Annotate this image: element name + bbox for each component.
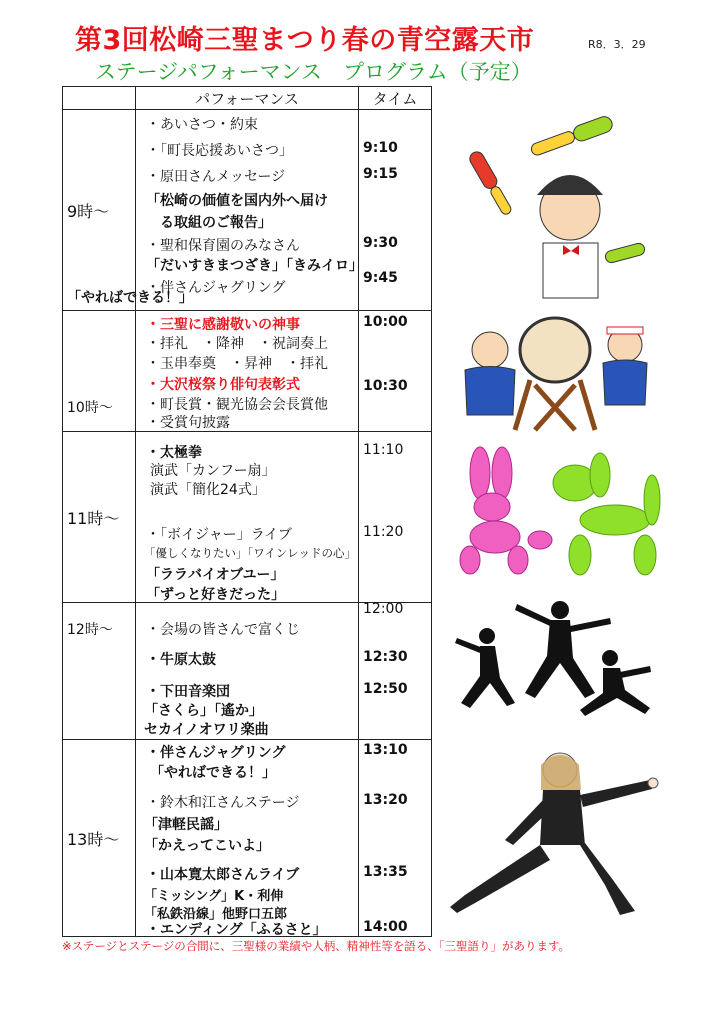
- balloon-animals-illustration: [440, 445, 670, 585]
- program-line: セカイノオワリ楽曲: [144, 722, 269, 738]
- program-line: ・玉串奉奠 ・昇神 ・拝礼: [146, 356, 328, 372]
- program-line: 「さくら」「遙か」: [144, 703, 263, 719]
- program-line: 「松崎の価値を国内外へ届け: [146, 193, 328, 209]
- program-line: 「やればできる！」: [150, 765, 276, 781]
- footnote: ※ステージとステージの合間に、三聖様の業績や人柄、精神性等を語る、「三聖語り」があります。: [62, 939, 571, 953]
- hour-label: 9時〜: [67, 201, 110, 221]
- program-line: ・伴さんジャグリング: [146, 745, 286, 761]
- time-cell: [359, 603, 432, 740]
- program-line: 「津軽民謡」: [144, 817, 228, 833]
- performance-cell: [136, 432, 359, 603]
- program-line: ・町長賞・観光協会会長賞他: [146, 397, 328, 413]
- program-table: [62, 86, 432, 937]
- time-label: 11:20: [363, 524, 404, 540]
- program-line: ・山本寛太郎さんライブ: [146, 867, 300, 883]
- program-line: 「ずっと好きだった」: [146, 587, 286, 603]
- performance-cell: [136, 740, 359, 937]
- program-line: ・伴さんジャグリング: [146, 280, 286, 296]
- taiko-drummers-illustration: [435, 305, 660, 435]
- time-label: 9:15: [363, 166, 398, 182]
- hour-label: 13時〜: [67, 829, 120, 849]
- program-line: ・大沢桜祭り俳句表彰式: [146, 377, 300, 393]
- table-row: [63, 432, 432, 603]
- table-row: [63, 110, 432, 311]
- martial-arts-silhouettes-illustration: [445, 598, 665, 733]
- program-line: ・あいさつ・約束: [146, 117, 258, 133]
- hour-label: 10時〜: [67, 400, 113, 416]
- time-label: 13:20: [363, 792, 408, 808]
- program-line: ・受賞句披露: [146, 415, 230, 431]
- date-label: R8．3．29: [588, 38, 646, 51]
- program-line: ・三聖に感謝敬いの神事: [146, 317, 300, 333]
- page-subtitle: ステージパフォーマンス プログラム（予定）: [95, 60, 532, 84]
- program-line: 「優しくなりたい」「ワインレッドの心」: [144, 546, 357, 560]
- table-row: [63, 740, 432, 937]
- program-line: ・「町長応援あいさつ」: [146, 143, 293, 159]
- header-performance: パフォーマンス: [136, 87, 359, 110]
- performance-cell: [136, 110, 363, 311]
- program-line: ・エンディング「ふるさと」: [146, 922, 327, 938]
- performance-cell: [136, 603, 359, 740]
- time-label: 10:00: [363, 314, 408, 330]
- time-label: 13:35: [363, 864, 408, 880]
- hour-cell: [63, 603, 136, 740]
- time-label: 12:30: [363, 649, 408, 665]
- program-line: ・原田さんメッセージ: [146, 169, 286, 185]
- program-line: ・鈴木和江さんステージ: [146, 795, 300, 811]
- hour-label: 12時〜: [67, 622, 113, 638]
- time-label: 10:30: [363, 378, 408, 394]
- program-line: ・太極拳: [146, 445, 202, 461]
- time-cell: [359, 311, 432, 432]
- program-line: ・聖和保育園のみなさん: [146, 238, 300, 254]
- program-line: 演武「簡化24式」: [150, 482, 266, 498]
- program-line: ・下田音楽団: [146, 684, 230, 700]
- program-line: 「ララバイオブユー」: [146, 567, 285, 583]
- tai-chi-performer-illustration: [445, 745, 665, 925]
- program-line: 「やればできる！」: [67, 290, 193, 306]
- time-label: 12:50: [363, 681, 408, 697]
- table-header-row: [63, 87, 432, 110]
- hour-cell: [63, 110, 136, 311]
- hour-cell: [63, 740, 136, 937]
- program-line: ・「ボイジャー」ライブ: [146, 527, 292, 543]
- header-hour: [63, 87, 136, 110]
- hour-label: 11時〜: [67, 508, 120, 528]
- program-line: ・会場の皆さんで富くじ: [146, 622, 300, 638]
- table-row: [63, 603, 432, 740]
- program-line: 「ミッシング」K・利伸: [144, 889, 284, 904]
- page-title: 第3回松崎三聖まつり春の青空露天市: [75, 25, 535, 56]
- program-line: 「私鉄沿線」他野口五郎: [144, 907, 288, 922]
- table-row: [63, 311, 432, 432]
- juggler-illustration: [455, 115, 655, 305]
- performance-cell: [136, 311, 359, 432]
- time-label: 9:10: [363, 140, 398, 156]
- time-cell: [359, 432, 432, 603]
- program-line: 「かえってこいよ」: [144, 838, 270, 854]
- program-line: る取組のご報告」: [146, 215, 272, 231]
- time-label: 9:30: [363, 235, 398, 251]
- time-cell: [359, 110, 432, 311]
- program-line: ・牛原太鼓: [146, 652, 216, 668]
- program-line: 演武「カンフー扇」: [150, 463, 276, 479]
- time-label: 11:10: [363, 442, 404, 458]
- time-label: 14:00: [363, 919, 408, 935]
- time-label: 12:00: [363, 601, 404, 617]
- hour-cell: [63, 432, 136, 603]
- time-label: 13:10: [363, 742, 408, 758]
- program-line: ・拝礼 ・降神 ・祝詞奏上: [146, 336, 328, 352]
- time-cell: [359, 740, 432, 937]
- time-label: 9:45: [363, 270, 398, 286]
- header-time: タイム: [359, 87, 432, 110]
- program-line: 「だいすきまつざき」「きみイロ」: [146, 258, 363, 274]
